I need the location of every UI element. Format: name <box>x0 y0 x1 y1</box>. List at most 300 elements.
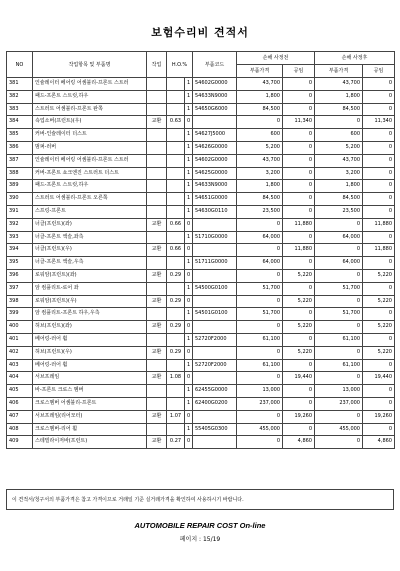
cell-part-code: 62455G0000 <box>193 385 237 398</box>
cell-item: 너클(프런트)(우) <box>33 244 147 257</box>
header-no: NO <box>7 52 33 78</box>
cell-after-part-price: 0 <box>315 269 363 282</box>
cell-after-labor: 0 <box>363 103 395 116</box>
cell-part-code: 54626G0000 <box>193 141 237 154</box>
cell-after-part-price: 13,000 <box>315 385 363 398</box>
cell-after-part-price: 0 <box>315 244 363 257</box>
cell-before-part-price: 0 <box>237 410 283 423</box>
cell-work <box>147 423 167 436</box>
cell-qty: 1 <box>185 103 193 116</box>
cell-hw <box>167 282 185 295</box>
cell-after-labor: 0 <box>363 90 395 103</box>
cell-qty: 1 <box>185 154 193 167</box>
cell-part-code <box>193 116 237 129</box>
table-row <box>7 218 395 231</box>
table-row <box>7 167 395 180</box>
cell-qty: 0 <box>185 410 193 423</box>
header-after-part-price: 부품가격 <box>315 65 363 78</box>
cell-qty: 1 <box>185 193 193 206</box>
cell-hw <box>167 167 185 180</box>
cell-qty: 0 <box>185 372 193 385</box>
cell-work: 교환 <box>147 410 167 423</box>
header-code: 부품코드 <box>193 52 237 78</box>
cell-before-part-price: 237,000 <box>237 397 283 410</box>
cell-hw <box>167 397 185 410</box>
cell-after-labor: 11,880 <box>363 244 395 257</box>
cell-qty: 0 <box>185 218 193 231</box>
header-after-group: 손해 사정후 <box>315 52 395 65</box>
cell-before-labor: 0 <box>283 90 315 103</box>
cell-no: 392 <box>7 218 33 231</box>
cell-no: 393 <box>7 231 33 244</box>
cell-before-labor: 0 <box>283 257 315 270</box>
cell-no: 391 <box>7 205 33 218</box>
cell-work <box>147 90 167 103</box>
cell-before-part-price: 455,000 <box>237 423 283 436</box>
cell-part-code: 54602G0000 <box>193 78 237 91</box>
cell-before-labor: 11,340 <box>283 116 315 129</box>
cell-after-part-price: 3,200 <box>315 167 363 180</box>
table-row <box>7 154 395 167</box>
estimate-table <box>6 51 395 449</box>
cell-item: 너클(프런트)(좌) <box>33 218 147 231</box>
cell-item: 허브(프런트)(좌) <box>33 321 147 334</box>
cell-qty: 0 <box>185 346 193 359</box>
cell-after-labor: 0 <box>363 308 395 321</box>
cell-item: 패드-프론트 스트럿,하우 <box>33 180 147 193</box>
cell-before-part-price: 61,100 <box>237 333 283 346</box>
cell-work: 교환 <box>147 321 167 334</box>
cell-after-part-price: 0 <box>315 346 363 359</box>
cell-work <box>147 193 167 206</box>
cell-before-labor: 19,260 <box>283 410 315 423</box>
cell-item: 스프링-프론트 <box>33 205 147 218</box>
cell-qty: 1 <box>185 129 193 142</box>
cell-before-part-price: 0 <box>237 436 283 449</box>
cell-before-part-price: 3,200 <box>237 167 283 180</box>
cell-hw <box>167 78 185 91</box>
cell-after-labor: 5,220 <box>363 321 395 334</box>
cell-no: 381 <box>7 78 33 91</box>
cell-part-code <box>193 218 237 231</box>
footer-brand: AUTOMOBILE REPAIR COST On-line <box>134 521 266 530</box>
cell-qty: 1 <box>185 180 193 193</box>
table-row <box>7 257 395 270</box>
cell-before-labor: 11,880 <box>283 244 315 257</box>
page-number: 페이지 : 15/19 <box>179 536 221 543</box>
cell-after-labor: 5,220 <box>363 295 395 308</box>
cell-hw: 0.29 <box>167 269 185 282</box>
table-row <box>7 141 395 154</box>
cell-part-code: 51710G0000 <box>193 231 237 244</box>
table-row <box>7 423 395 436</box>
cell-after-part-price: 23,500 <box>315 205 363 218</box>
cell-after-part-price: 1,800 <box>315 90 363 103</box>
cell-item: 스테빌라이저바(프런트) <box>33 436 147 449</box>
table-row <box>7 205 395 218</box>
cell-work: 교환 <box>147 436 167 449</box>
table-row <box>7 346 395 359</box>
cell-after-part-price: 61,100 <box>315 333 363 346</box>
cell-item: 스트러트 어셈블리-프론트 오른쪽 <box>33 193 147 206</box>
cell-hw <box>167 205 185 218</box>
cell-hw <box>167 90 185 103</box>
cell-work <box>147 78 167 91</box>
cell-after-part-price: 43,700 <box>315 78 363 91</box>
cell-after-labor: 0 <box>363 193 395 206</box>
header-hw: H.O.% <box>167 52 193 78</box>
cell-no: 400 <box>7 321 33 334</box>
cell-before-part-price: 0 <box>237 372 283 385</box>
cell-item: 범퍼-러버 <box>33 141 147 154</box>
cell-before-labor: 0 <box>283 359 315 372</box>
cell-before-part-price: 0 <box>237 218 283 231</box>
cell-after-part-price: 51,700 <box>315 282 363 295</box>
cell-no: 404 <box>7 372 33 385</box>
table-row <box>7 103 395 116</box>
cell-after-labor: 0 <box>363 333 395 346</box>
cell-before-labor: 0 <box>283 282 315 295</box>
cell-qty: 1 <box>185 423 193 436</box>
cell-after-part-price: 0 <box>315 321 363 334</box>
cell-part-code: 51711G0000 <box>193 257 237 270</box>
cell-part-code <box>193 295 237 308</box>
cell-before-part-price: 84,500 <box>237 103 283 116</box>
cell-after-part-price: 61,100 <box>315 359 363 372</box>
cell-part-code: 52720F2000 <box>193 359 237 372</box>
cell-qty: 1 <box>185 385 193 398</box>
cell-qty: 1 <box>185 282 193 295</box>
cell-qty: 1 <box>185 231 193 244</box>
cell-qty: 1 <box>185 308 193 321</box>
cell-after-labor: 0 <box>363 359 395 372</box>
cell-part-code <box>193 372 237 385</box>
table-row <box>7 385 395 398</box>
cell-hw: 0.29 <box>167 321 185 334</box>
cell-before-labor: 0 <box>283 180 315 193</box>
table-row <box>7 269 395 282</box>
cell-no: 387 <box>7 154 33 167</box>
cell-after-labor: 0 <box>363 282 395 295</box>
cell-after-labor: 5,220 <box>363 269 395 282</box>
cell-hw <box>167 385 185 398</box>
cell-no: 383 <box>7 103 33 116</box>
cell-work <box>147 333 167 346</box>
cell-hw <box>167 103 185 116</box>
cell-no: 389 <box>7 180 33 193</box>
cell-before-part-price: 0 <box>237 269 283 282</box>
header-before-labor: 공임 <box>283 65 315 78</box>
cell-before-part-price: 43,700 <box>237 154 283 167</box>
cell-work: 교환 <box>147 295 167 308</box>
table-row <box>7 333 395 346</box>
cell-hw <box>167 129 185 142</box>
cell-hw <box>167 141 185 154</box>
cell-no: 397 <box>7 282 33 295</box>
cell-part-code <box>193 244 237 257</box>
cell-no: 408 <box>7 423 33 436</box>
cell-before-labor: 0 <box>283 397 315 410</box>
cell-work <box>147 129 167 142</box>
cell-after-labor: 19,440 <box>363 372 395 385</box>
cell-after-part-price: 0 <box>315 295 363 308</box>
cell-after-labor: 0 <box>363 257 395 270</box>
cell-after-part-price: 64,000 <box>315 231 363 244</box>
cell-no: 395 <box>7 257 33 270</box>
cell-work <box>147 308 167 321</box>
cell-no: 401 <box>7 333 33 346</box>
header-work: 작업 <box>147 52 167 78</box>
document-title: 보험수리비 견적서 <box>151 26 249 39</box>
cell-before-part-price: 0 <box>237 116 283 129</box>
cell-item: 허브(프런트)(우) <box>33 346 147 359</box>
table-row <box>7 116 395 129</box>
cell-after-part-price: 51,700 <box>315 308 363 321</box>
cell-qty: 1 <box>185 141 193 154</box>
cell-before-part-price: 0 <box>237 346 283 359</box>
cell-item: 너클-프론트 액슬,우측 <box>33 257 147 270</box>
cell-no: 394 <box>7 244 33 257</box>
cell-no: 399 <box>7 308 33 321</box>
cell-item: 암 컴플리트-프론트 하우,우측 <box>33 308 147 321</box>
cell-before-labor: 19,440 <box>283 372 315 385</box>
cell-item: 베어링-러어 휠 <box>33 359 147 372</box>
table-row <box>7 90 395 103</box>
cell-part-code <box>193 346 237 359</box>
cell-qty: 1 <box>185 397 193 410</box>
cell-before-labor: 0 <box>283 333 315 346</box>
cell-part-code <box>193 321 237 334</box>
cell-before-labor: 0 <box>283 308 315 321</box>
cell-work <box>147 397 167 410</box>
cell-no: 384 <box>7 116 33 129</box>
cell-item: 패드-프론트 스트럿,하우 <box>33 90 147 103</box>
cell-after-labor: 19,260 <box>363 410 395 423</box>
table-row <box>7 372 395 385</box>
cell-item: 서브프레임 <box>33 372 147 385</box>
cell-after-part-price: 84,500 <box>315 103 363 116</box>
table-row <box>7 397 395 410</box>
cell-before-part-price: 61,100 <box>237 359 283 372</box>
header-before-group: 손해 사정전 <box>237 52 315 65</box>
cell-after-part-price: 600 <box>315 129 363 142</box>
cell-before-labor: 0 <box>283 205 315 218</box>
cell-work <box>147 103 167 116</box>
table-row <box>7 244 395 257</box>
cell-before-part-price: 23,500 <box>237 205 283 218</box>
cell-hw: 0.63 <box>167 116 185 129</box>
cell-part-code: 54633N9000 <box>193 90 237 103</box>
cell-hw: 0.66 <box>167 244 185 257</box>
cell-before-part-price: 13,000 <box>237 385 283 398</box>
cell-item: 암 컴플리트-로어 좌 <box>33 282 147 295</box>
cell-before-labor: 11,880 <box>283 218 315 231</box>
table-header <box>7 52 395 78</box>
cell-work <box>147 359 167 372</box>
cell-work <box>147 154 167 167</box>
cell-before-labor: 5,220 <box>283 321 315 334</box>
cell-after-part-price: 0 <box>315 116 363 129</box>
cell-part-code: 54625G0000 <box>193 167 237 180</box>
cell-item: 스트러트 어셈블리-프론트 완쪽 <box>33 103 147 116</box>
cell-before-part-price: 0 <box>237 295 283 308</box>
cell-hw <box>167 231 185 244</box>
cell-part-code: 54602G0000 <box>193 154 237 167</box>
cell-after-labor: 5,220 <box>363 346 395 359</box>
cell-item: 쇽업소버(프런트)(우) <box>33 116 147 129</box>
cell-no: 388 <box>7 167 33 180</box>
cell-qty: 1 <box>185 359 193 372</box>
cell-qty: 1 <box>185 78 193 91</box>
cell-after-labor: 0 <box>363 129 395 142</box>
table-row <box>7 308 395 321</box>
cell-qty: 1 <box>185 167 193 180</box>
cell-before-part-price: 64,000 <box>237 257 283 270</box>
cell-item: 로워암(프런트)(좌) <box>33 269 147 282</box>
cell-after-part-price: 0 <box>315 218 363 231</box>
cell-before-labor: 0 <box>283 167 315 180</box>
cell-work <box>147 231 167 244</box>
cell-no: 382 <box>7 90 33 103</box>
cell-qty: 0 <box>185 436 193 449</box>
cell-after-part-price: 64,000 <box>315 257 363 270</box>
cell-item: 서브프레임(리어모터) <box>33 410 147 423</box>
cell-work: 교환 <box>147 244 167 257</box>
cell-before-part-price: 43,700 <box>237 78 283 91</box>
cell-item: 인슐레이터 베어링 어셈블리-프론트 스트러 <box>33 154 147 167</box>
cell-before-labor: 0 <box>283 103 315 116</box>
cell-qty: 0 <box>185 321 193 334</box>
table-row <box>7 180 395 193</box>
cell-before-labor: 0 <box>283 423 315 436</box>
cell-before-part-price: 84,500 <box>237 193 283 206</box>
cell-hw <box>167 359 185 372</box>
cell-hw: 0.29 <box>167 346 185 359</box>
cell-work: 교환 <box>147 218 167 231</box>
table-row <box>7 359 395 372</box>
cell-hw: 1.07 <box>167 410 185 423</box>
cell-after-labor: 0 <box>363 141 395 154</box>
cell-before-part-price: 51,700 <box>237 308 283 321</box>
cell-work <box>147 180 167 193</box>
cell-part-code: 54650G6000 <box>193 103 237 116</box>
table-row <box>7 78 395 91</box>
cell-item: 바-프론트 크로스 멤버 <box>33 385 147 398</box>
cell-no: 403 <box>7 359 33 372</box>
cell-after-part-price: 43,700 <box>315 154 363 167</box>
cell-work <box>147 141 167 154</box>
cell-before-part-price: 1,800 <box>237 90 283 103</box>
cell-qty: 0 <box>185 269 193 282</box>
cell-no: 409 <box>7 436 33 449</box>
cell-qty: 1 <box>185 90 193 103</box>
cell-part-code: 52720F2000 <box>193 333 237 346</box>
cell-part-code: 54500G0100 <box>193 282 237 295</box>
cell-no: 386 <box>7 141 33 154</box>
cell-after-part-price: 84,500 <box>315 193 363 206</box>
cell-item: 로워암(프런트)(우) <box>33 295 147 308</box>
cell-after-part-price: 0 <box>315 410 363 423</box>
cell-part-code <box>193 436 237 449</box>
cell-part-code: 54501G0100 <box>193 308 237 321</box>
cell-after-labor: 0 <box>363 231 395 244</box>
cell-no: 407 <box>7 410 33 423</box>
cell-before-labor: 5,220 <box>283 295 315 308</box>
cell-hw <box>167 257 185 270</box>
cell-part-code: 54627J5000 <box>193 129 237 142</box>
table-row <box>7 193 395 206</box>
cell-before-labor: 0 <box>283 78 315 91</box>
cell-after-labor: 11,340 <box>363 116 395 129</box>
cell-after-part-price: 1,800 <box>315 180 363 193</box>
cell-after-labor: 0 <box>363 205 395 218</box>
table-row <box>7 282 395 295</box>
cell-before-labor: 0 <box>283 193 315 206</box>
cell-no: 398 <box>7 295 33 308</box>
cell-work <box>147 167 167 180</box>
cell-after-part-price: 237,000 <box>315 397 363 410</box>
cell-hw: 0.66 <box>167 218 185 231</box>
price-notice: 이 견적서/청구서의 부품가격은 참고 가격이므로 거래일 기준 실거래가격을 확인하여 사용하시기 바랍니다. <box>6 489 394 510</box>
cell-before-labor: 0 <box>283 141 315 154</box>
cell-qty: 0 <box>185 244 193 257</box>
cell-after-labor: 0 <box>363 423 395 436</box>
cell-no: 396 <box>7 269 33 282</box>
cell-qty: 1 <box>185 333 193 346</box>
header-before-part-price: 부품가격 <box>237 65 283 78</box>
cell-after-part-price: 5,200 <box>315 141 363 154</box>
cell-part-code: 55405G0300 <box>193 423 237 436</box>
cell-item: 너클-프론트 액슬,좌측 <box>33 231 147 244</box>
cell-before-labor: 0 <box>283 154 315 167</box>
cell-before-labor: 0 <box>283 385 315 398</box>
header-item: 작업항목 및 부품명 <box>33 52 147 78</box>
cell-part-code: 62400G0200 <box>193 397 237 410</box>
cell-no: 402 <box>7 346 33 359</box>
cell-after-labor: 0 <box>363 385 395 398</box>
cell-item: 커버-인슐레이터 더스트 <box>33 129 147 142</box>
cell-after-labor: 0 <box>363 180 395 193</box>
table-row <box>7 436 395 449</box>
cell-before-part-price: 5,200 <box>237 141 283 154</box>
cell-no: 385 <box>7 129 33 142</box>
cell-item: 베어링-러어 휠 <box>33 333 147 346</box>
cell-after-labor: 4,860 <box>363 436 395 449</box>
cell-hw <box>167 193 185 206</box>
cell-hw <box>167 333 185 346</box>
table-row <box>7 231 395 244</box>
cell-before-labor: 5,220 <box>283 346 315 359</box>
cell-hw: 1.08 <box>167 372 185 385</box>
cell-after-labor: 11,880 <box>363 218 395 231</box>
cell-after-part-price: 0 <box>315 372 363 385</box>
table-body <box>7 78 395 449</box>
cell-after-labor: 0 <box>363 154 395 167</box>
cell-work <box>147 205 167 218</box>
cell-qty: 0 <box>185 116 193 129</box>
cell-no: 405 <box>7 385 33 398</box>
cell-qty: 0 <box>185 295 193 308</box>
cell-part-code: 54630G0110 <box>193 205 237 218</box>
cell-part-code <box>193 269 237 282</box>
cell-item: 인슐레이터 베어링 어셈블리-프론트 스트러 <box>33 78 147 91</box>
header-after-labor: 공임 <box>363 65 395 78</box>
cell-before-part-price: 0 <box>237 321 283 334</box>
cell-work: 교환 <box>147 116 167 129</box>
cell-work <box>147 385 167 398</box>
cell-item: 크로스멤버 어셈블리-프론트 <box>33 397 147 410</box>
table-row <box>7 295 395 308</box>
